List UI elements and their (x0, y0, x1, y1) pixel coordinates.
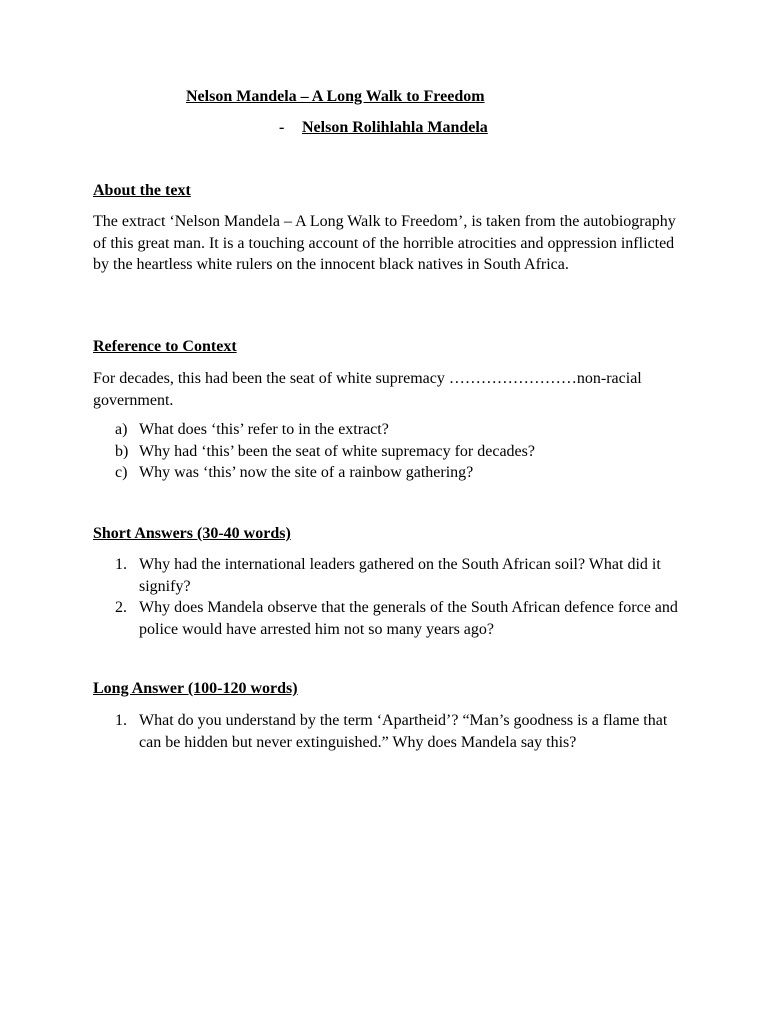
question-text: Why had ‘this’ been the seat of white supremacy for decades? (139, 442, 535, 460)
about-heading: About the text (93, 182, 191, 199)
reference-heading: Reference to Context (93, 338, 237, 355)
question-text: Why was ‘this’ now the site of a rainbow gathering? (139, 464, 474, 481)
long-answer-heading: Long Answer (100-120 words) (93, 680, 298, 697)
list-item (93, 419, 681, 441)
list-marker: a) (115, 421, 128, 438)
reference-prompt: For decades, this had been the seat of white supremacy ……………………non-racial government. (93, 370, 642, 409)
short-answers-heading: Short Answers (30-40 words) (93, 525, 291, 542)
reference-questions (93, 419, 681, 484)
author-dash: - (279, 119, 285, 136)
about-body: The extract ‘Nelson Mandela – A Long Walk to Freedom’, is taken from the autobiography of this great man. It is a touching account of the horrible atrocities and oppression inflicted by the heartless white rulers on the innocent black natives in South Africa. (93, 213, 676, 273)
list-marker: 1. (115, 712, 127, 729)
author-name: Nelson Rolihlahla Mandela (302, 119, 488, 136)
author-line (279, 119, 488, 137)
list-marker: b) (115, 442, 129, 460)
question-text: What does ‘this’ refer to in the extract? (139, 421, 389, 438)
question-text: Why had the international leaders gathered on the South African soil? What did it signify? (139, 556, 661, 595)
question-text: Why does Mandela observe that the generals of the South African defence force and police would have arrested him not so many years ago? (139, 599, 678, 638)
list-item (93, 554, 681, 597)
document-title: Nelson Mandela – A Long Walk to Freedom (186, 88, 485, 105)
list-item (93, 597, 681, 640)
list-item (93, 710, 681, 753)
question-text: What do you understand by the term ‘Apartheid’? “Man’s goodness is a flame that can be hidden but never extinguished.” Why does Mandela say this? (139, 712, 668, 751)
short-answer-questions (93, 554, 681, 640)
list-item (93, 462, 681, 484)
list-marker: c) (115, 464, 128, 481)
list-marker: 2. (115, 599, 127, 616)
list-item (93, 441, 681, 463)
list-marker: 1. (115, 556, 127, 573)
long-answer-questions (93, 710, 681, 753)
